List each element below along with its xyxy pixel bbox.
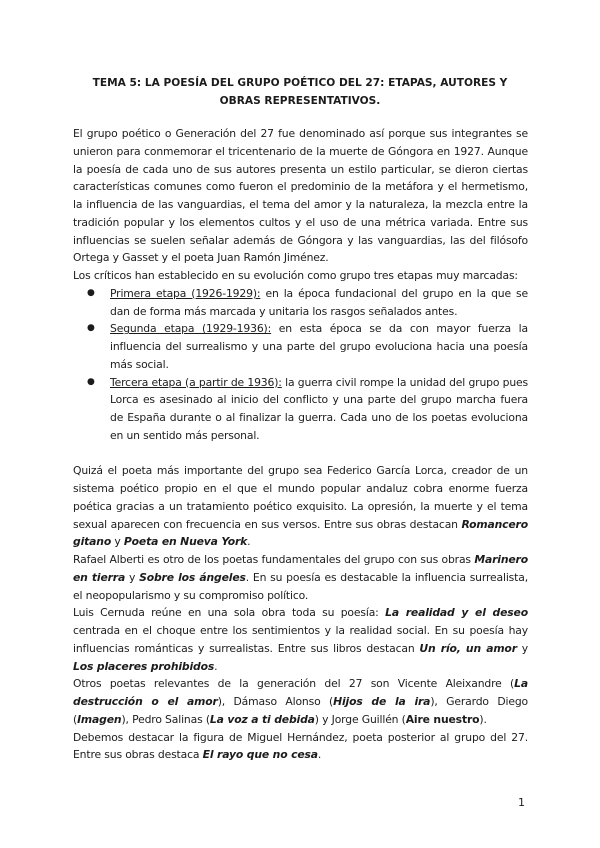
cernuda-work-1: La realidad y el deseo xyxy=(385,606,528,620)
alberti-text: Rafael Alberti es otro de los poetas fundamentales del grupo con sus obras xyxy=(73,553,475,566)
others-work-1: La destrucción o el amor xyxy=(73,677,528,708)
stage-label: Tercera etapa (a partir de 1936): xyxy=(110,375,282,389)
others-paragraph xyxy=(73,675,528,728)
lorca-work-2: Poeta en Nueva York xyxy=(123,535,248,549)
others-text-4: ), Pedro Salinas ( xyxy=(121,712,210,726)
stage-text: en la época fundacional del grupo en la que se dan de forma más marcada y unitaria los rasgos señalados antes. xyxy=(110,286,528,318)
others-work-4: La voz a ti debida xyxy=(209,712,315,726)
cernuda-and: y xyxy=(516,641,528,655)
alberti-work-2: Sobre los ángeles xyxy=(139,570,246,584)
alberti-text-2: . En su poesía es destacable la influencia surrealista, el neopopularismo y su compromiso político. xyxy=(73,570,528,602)
hernandez-text: Debemos destacar la figura de Miguel Hernández, poeta posterior al grupo del 27. Entre sus obras destaca xyxy=(73,730,528,762)
others-text-2: ), Dámaso Alonso ( xyxy=(217,695,334,708)
others-work-2: Hijos de la ira xyxy=(333,695,431,708)
alberti-work-1: Marinero en tierra xyxy=(73,553,528,584)
cernuda-text-2: centrada en el choque entre los sentimientos y la realidad social. En su poesía hay influencias románticas y surrealistas. Entre sus libros destacan xyxy=(73,624,528,655)
list-item xyxy=(110,320,528,373)
others-text-3: ), Gerardo Diego ( xyxy=(73,695,528,726)
hernandez-paragraph xyxy=(73,729,528,765)
stages-intro: Los críticos han establecido en su evolución como grupo tres etapas muy marcadas: xyxy=(73,269,518,282)
others-end: ). xyxy=(479,712,487,726)
cernuda-paragraph xyxy=(73,604,528,675)
lorca-and: y xyxy=(111,535,124,549)
stage-text: la guerra civil rompe la unidad del grupo pues Lorca es asesinado al inicio del conflicto y una parte del grupo marcha fuera de España durante o al finalizar la guerra. Cada uno de los poetas evoluciona en un sentido más personal. xyxy=(110,375,528,442)
lorca-work-1: Romancero gitano xyxy=(73,517,528,549)
lorca-end: . xyxy=(247,535,251,549)
others-work-5: Aire nuestro xyxy=(405,712,480,726)
others-text: Otros poetas relevantes de la generación del 27 son Vicente Aleixandre ( xyxy=(73,677,515,691)
lorca-paragraph xyxy=(73,462,528,551)
list-item xyxy=(110,285,528,321)
cernuda-work-3: Los placeres prohibidos xyxy=(73,659,215,673)
cernuda-work-2: Un río, un amor xyxy=(419,641,517,655)
page-number: 1 xyxy=(518,796,525,809)
document-body xyxy=(73,125,528,764)
stages-list xyxy=(73,285,528,445)
list-item xyxy=(110,374,528,445)
stage-label: Primera etapa (1926-1929): xyxy=(110,286,261,300)
alberti-paragraph xyxy=(73,551,528,604)
cernuda-end: . xyxy=(214,659,218,673)
others-text-5: ) y Jorge Guillén ( xyxy=(314,712,406,726)
intro-paragraph: El grupo poético o Generación del 27 fue denominado así porque sus integrantes se unieron para conmemorar el tricentenario de la muerte de Góngora en 1927. Aunque la poesía de cada uno de sus autores presenta un estilo particular, se dieron ciertas características comunes como fueron el predominio de la metáfora y el hermetismo, la influencia de las vanguardias, el tema del amor y la naturaleza, la mezcla entre la tradición popular y los elementos cultos y el uso de una métrica variada. Entre sus influencias se suelen señalar además de Góngora y las vanguardias, las del filósofo Ortega y Gasset y el poeta Juan Ramón Jiménez. xyxy=(73,127,528,265)
hernandez-work-1: El rayo que no cesa xyxy=(202,748,318,762)
cernuda-text: Luis Cernuda reúne en una sola obra toda su poesía: xyxy=(73,606,386,620)
others-work-3: Imagen xyxy=(77,712,122,726)
document-title: TEMA 5: LA POESÍA DEL GRUPO POÉTICO DEL 27: ETAPAS, AUTORES Y OBRAS REPRESENTATIVOS. xyxy=(92,77,508,107)
lorca-text: Quizá el poeta más importante del grupo sea Federico García Lorca, creador de un sistema poético propio en el que el mundo popular andaluz cobra enorme fuerza poética gracias a un tratamiento poético exquisito. La opresión, la muerte y el tema sexual aparecen con frecuencia en sus versos. Entre sus obras destacan xyxy=(73,464,528,531)
hernandez-end: . xyxy=(317,748,322,762)
paragraph-gap xyxy=(73,445,528,463)
alberti-and: y xyxy=(125,570,140,584)
stage-text: en esta época se da con mayor fuerza la influencia del surrealismo y una parte del grupo evoluciona hacia una poesía más social. xyxy=(110,322,528,371)
stage-label: Segunda etapa (1929-1936): xyxy=(110,322,272,336)
